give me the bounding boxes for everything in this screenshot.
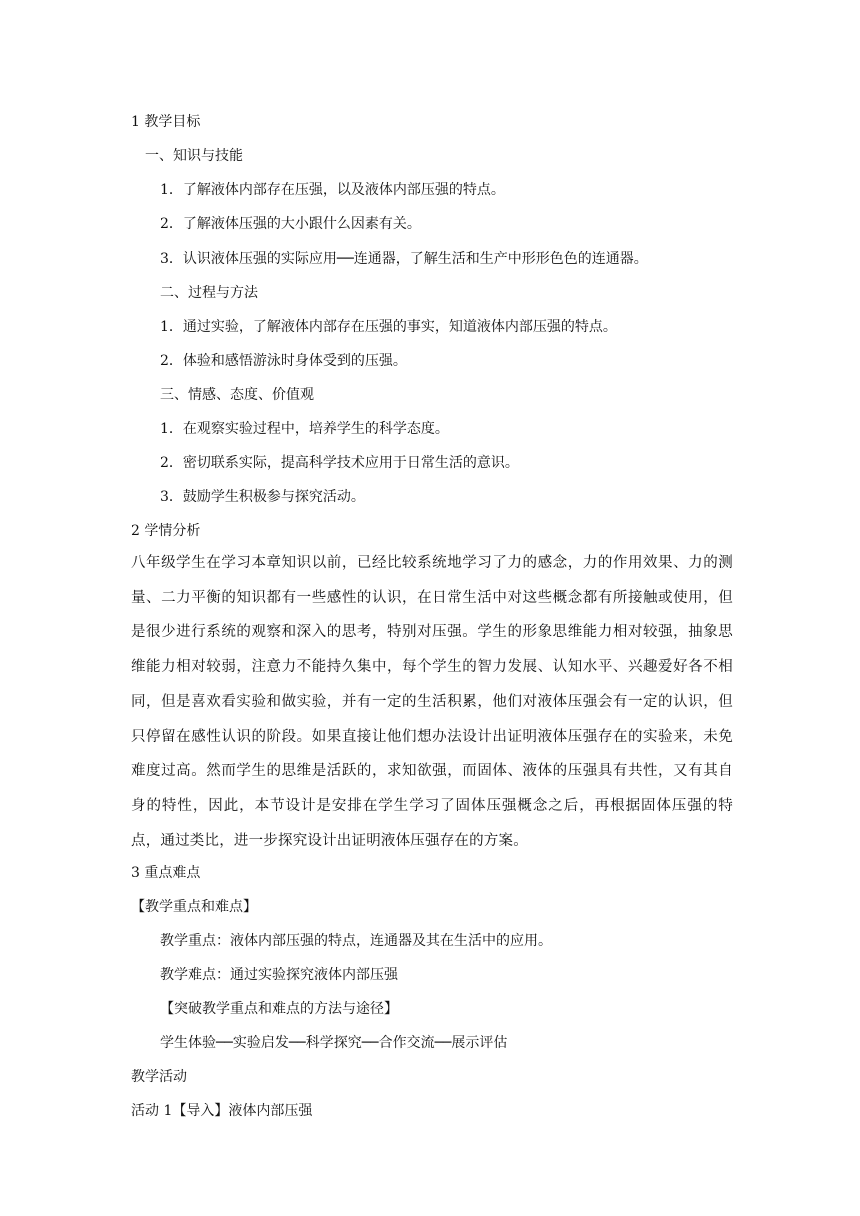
subheading-attitude-values: 三、情感、态度、价值观 [160, 387, 314, 403]
section-heading-activities: 教学活动 [131, 1069, 187, 1085]
section-heading-analysis: 2 学情分析 [131, 523, 201, 539]
difficult-point-text: 教学难点：通过实验探究液体内部压强 [160, 967, 398, 983]
subheading-knowledge-skills: 一、知识与技能 [145, 148, 243, 164]
activity-1-heading: 活动 1【导入】液体内部压强 [131, 1103, 313, 1119]
list-item: 2．了解液体压强的大小跟什么因素有关。 [160, 216, 421, 232]
section-heading-keypoints: 3 重点难点 [131, 865, 201, 881]
list-item: 1．了解液体内部存在压强，以及液体内部压强的特点。 [160, 182, 505, 198]
list-item: 1．在观察实验过程中，培养学生的科学态度。 [160, 421, 449, 437]
list-item: 1．通过实验，了解液体内部存在压强的事实，知道液体内部压强的特点。 [160, 319, 617, 335]
keypoints-bracket-title: 【教学重点和难点】 [131, 899, 257, 915]
subheading-process-methods: 二、过程与方法 [160, 285, 258, 301]
analysis-paragraph: 八年级学生在学习本章知识以前，已经比较系统地学习了力的感念，力的作用效果、力的测量、二力平衡的知识都有一些感性的认识，在日常生活中对这些概念都有所接触或使用，但是很少进行系统的观察和深入的思考，特别对压强。学生的形象思维能力相对较强，抽象思维能力相对较弱，注意力不能持久集中，每个学生的智力发展、认知水平、兴趣爱好各不相同，但是喜欢看实验和做实验，并有一定的生活积累，他们对液体压强会有一定的认识，但只停留在感性认识的阶段。如果直接让他们想办法设计出证明液体压强存在的实验来，未免难度过高。然而学生的思维是活跃的，求知欲强，而固体、液体的压强具有共性，又有其自身的特性，因此，本节设计是安排在学生学习了固体压强概念之后，再根据固体压强的特点，通过类比，进一步探究设计出证明液体压强存在的方案。 [131, 555, 733, 849]
method-flow-text: 学生体验──实验启发──科学探究──合作交流──展示评估 [160, 1035, 508, 1051]
section-heading-objectives: 1 教学目标 [131, 114, 201, 130]
method-bracket-title: 【突破教学重点和难点的方法与途径】 [160, 1001, 398, 1017]
list-item: 3．认识液体压强的实际应用──连通器，了解生活和生产中形形色色的连通器。 [160, 251, 648, 267]
list-item: 3．鼓励学生积极参与探究活动。 [160, 489, 365, 505]
key-point-text: 教学重点：液体内部压强的特点，连通器及其在生活中的应用。 [160, 933, 552, 949]
list-item: 2．密切联系实际，提高科学技术应用于日常生活的意识。 [160, 455, 519, 471]
list-item: 2．体验和感悟游泳时身体受到的压强。 [160, 353, 407, 369]
